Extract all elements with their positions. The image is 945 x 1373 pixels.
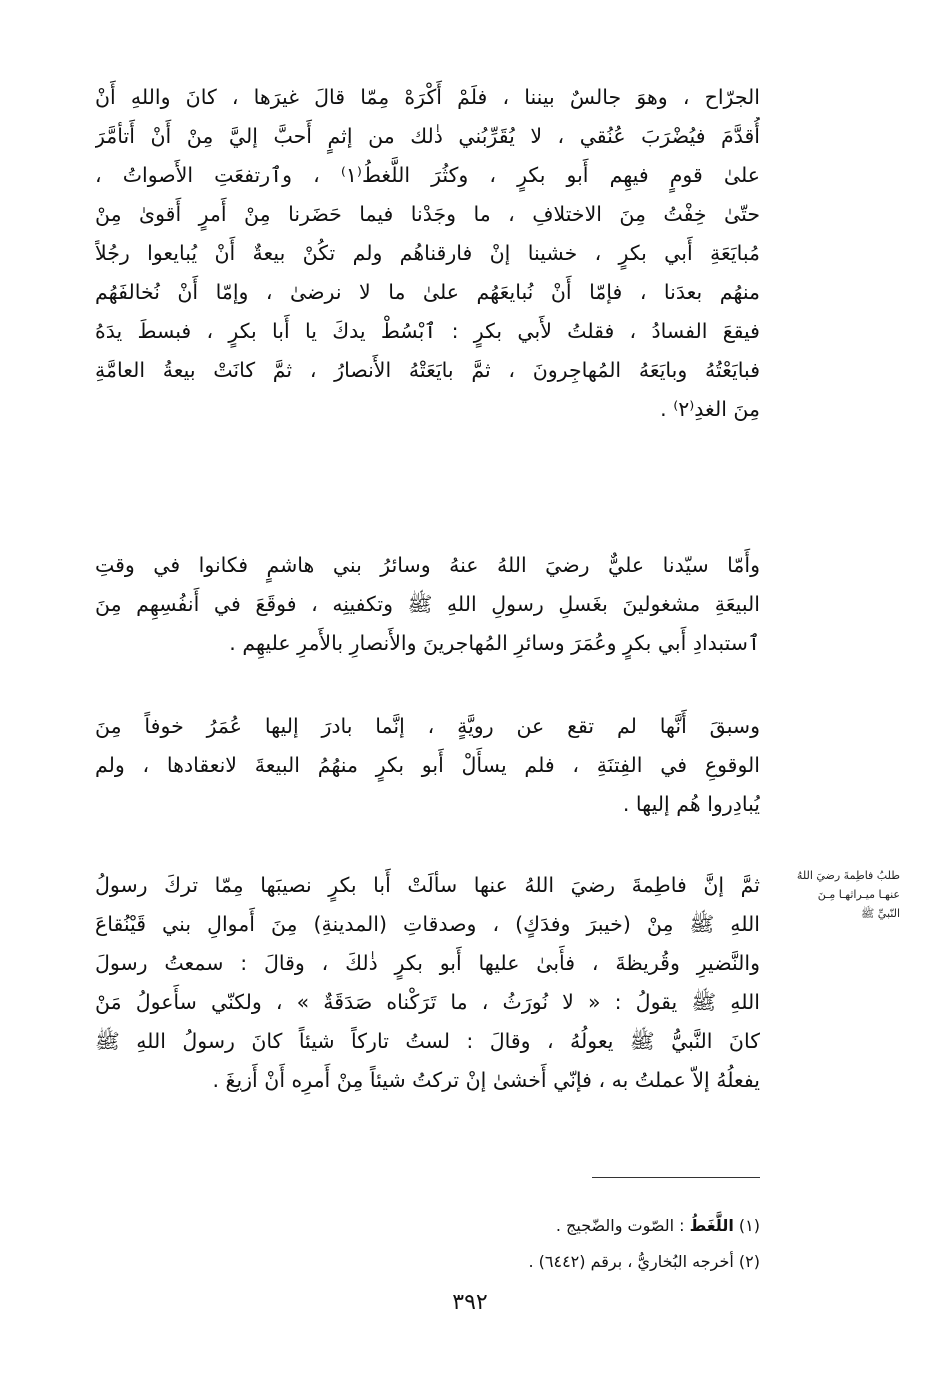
footnote-text: : الصّوت والضّجيج . [555, 1216, 685, 1235]
text-line: اللهِ ﷺ يقولُ : « لا نُورَثُ ، ما تَرَكْناه صَدَقَةٌ » ، ولكنّي سأَعولُ مَنْ [95, 990, 760, 1014]
margin-note [768, 866, 900, 923]
footnote-number: (١) [738, 1216, 760, 1235]
paragraph-4 [95, 866, 760, 1100]
margin-note-line: طلبُ فاطِمةَ رضيَ اللهُ [796, 869, 900, 882]
footnote-1 [300, 1208, 760, 1244]
paragraph-3 [95, 707, 760, 824]
footnote-2 [300, 1244, 760, 1280]
footnotes [300, 1208, 760, 1280]
text-line: يفعلُهُ إلاّ عملتُ به ، فإنّي أَخشىٰ إنْ تركتُ شيئاً مِنْ أَمرِه أَنْ أَزيغَ . [212, 1068, 760, 1092]
paragraph-2 [95, 546, 760, 663]
footnote-term: اللَّغَطُ [689, 1216, 734, 1235]
paragraph-1 [95, 78, 760, 429]
footnote-text: أخرجه البُخاريُّ ، برقم (٦٤٤٢) . [528, 1252, 734, 1271]
text-line: فيقعَ الفسادُ ، فقلتُ لأَبي بكرٍ : ٱبْسُطْ يدكَ يا أَبا بكرٍ ، فبسطَ يدَهُ [95, 319, 760, 343]
footnote-number: (٢) [738, 1252, 760, 1271]
text-line: الوقوعِ في الفِتنَةِ ، فلم يسأَلْ أَبو بكرٍ منهُمُ البيعةَ لانعقادها ، ولم [95, 753, 760, 777]
text-line: والنَّضيرِ وقُريظةَ ، فأَبىٰ عليها أَبو بكرٍ ذٰلكَ ، وقالَ : سمعتُ رسولَ [95, 951, 760, 975]
text-line: منهُم بعدَنا ، فإمّا أَنْ نُبايعَهُم علىٰ ما لا نرضىٰ ، وإمّا أَنْ نُخالفَهُم [95, 280, 760, 304]
text-line: أُقدَّمَ فيُضْرَبَ عُنُقي ، لا يُقَرِّبُني ذٰلك من إثمٍ أَحبَّ إليَّ مِنْ أَنْ أَتأمَّرَ [95, 124, 760, 148]
footnote-divider [592, 1177, 760, 1178]
text-line: علىٰ قومٍ فيهِم أَبو بكرٍ ، وكثُرَ اللَّغطُ⁽١⁾ ، وٱرتفعَتِ الأَصواتُ ، [95, 163, 760, 187]
text-line: يُبادِروا هُم إليها . [622, 792, 760, 816]
margin-note-line: النّبيِّ ﷺ [861, 907, 900, 920]
text-line: مُبايَعَةِ أَبي بكرٍ ، خشينا إنْ فارقناهُم ولم تكُنْ بيعةٌ أَنْ يُبايعوا رجُلاً [95, 241, 760, 265]
text-line: ثمَّ إنَّ فاطِمةَ رضيَ اللهُ عنها سألَتْ أَبا بكرٍ نصيبَها مِمّا تركَ رسولُ [95, 873, 760, 897]
margin-note-line: عنهـا ميـراثهـا مِـنَ [817, 888, 900, 901]
text-line: اللهِ ﷺ مِنْ (خيبرَ وفدَكٍ) ، وصدقاتِ (المدينةِ) مِنَ أَموالِ بني قَيْنُقاعَ [95, 912, 760, 936]
text-line: مِنَ الغدِ⁽٢⁾ . [660, 397, 760, 421]
text-line: البيعَةِ مشغولينَ بغَسلِ رسولِ اللهِ ﷺ وتكفينِه ، فوقَعَ في أَنفُسِهِم مِنَ [95, 592, 760, 616]
text-line: كانَ النَّبيُّ ﷺ يعولُهُ ، وقالَ : لستُ تاركاً شيئاً كانَ رسولُ اللهِ ﷺ [95, 1029, 760, 1053]
page-number: ٣٩٢ [452, 1290, 488, 1315]
text-line: حتّىٰ خِفْتُ مِنَ الاختلافِ ، ما وجَدْنا فيما حَضَرنا مِنْ أَمرٍ أَقوىٰ مِنْ [95, 202, 760, 226]
text-line: الجرّاح ، وهوَ جالسٌ بيننا ، فلَمْ أَكْرَهْ مِمّا قالَ غيرَها ، كانَ واللهِ أَنْ [95, 85, 760, 109]
text-line: وسبقَ أَنَّها لم تقع عن رويَّةٍ ، إنَّما بادرَ إليها عُمَرُ خوفاً مِنَ [95, 714, 760, 738]
text-line: فبايَعْتُهُ وبايَعَهُ المُهاجِرونَ ، ثمَّ بايَعَتْهُ الأَنصارُ ، ثمَّ كانَتْ بيعةُ العامَّةِ [95, 358, 760, 382]
text-line: وأَمّا سيّدنا عليٌّ رضيَ اللهُ عنهُ وسائرُ بني هاشمٍ فكانوا في وقتِ [95, 553, 760, 577]
text-line: ٱستبدادِ أَبي بكرٍ وعُمَرَ وسائرِ المُهاجرينَ والأَنصارِ بالأَمرِ عليهِم . [229, 631, 760, 655]
